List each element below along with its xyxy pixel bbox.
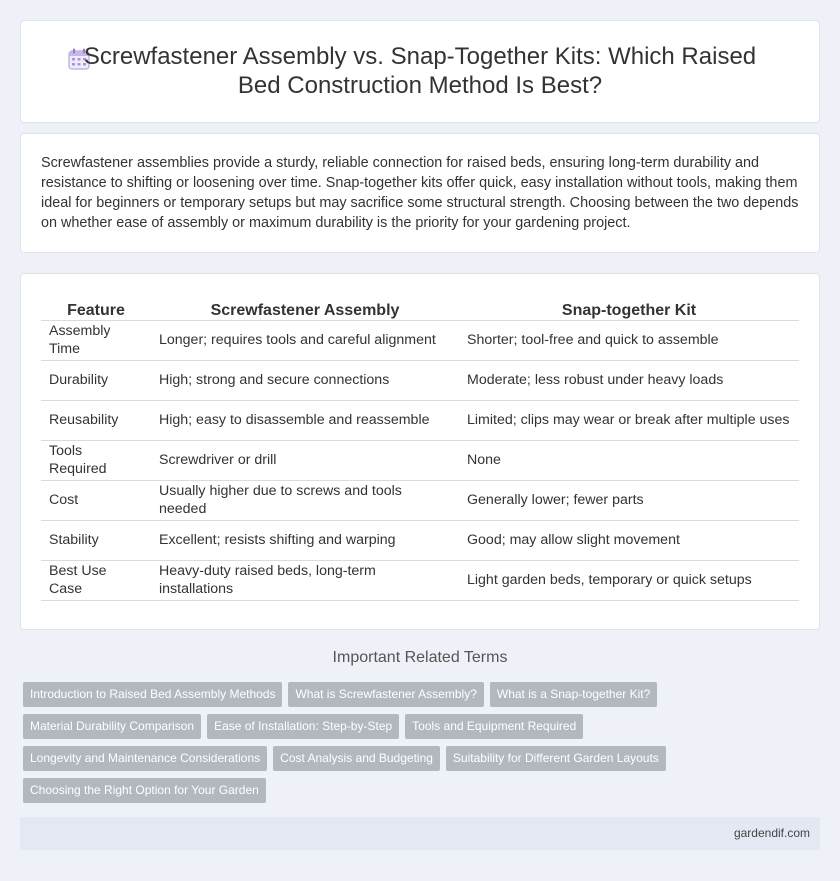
related-term-tag[interactable]: Material Durability Comparison [23,714,201,739]
table-cell-screwfastener: Excellent; resists shifting and warping [151,520,459,560]
table-row [41,520,799,560]
table-cell-feature: Cost [41,480,151,520]
related-terms-heading: Important Related Terms [332,649,508,666]
table-header-feature: Feature [41,294,151,320]
table-row [41,440,799,480]
related-term-tag[interactable]: Tools and Equipment Required [405,714,583,739]
related-term-tag[interactable]: What is a Snap-together Kit? [490,682,657,707]
table-cell-snap-together: Limited; clips may wear or break after multiple uses [459,400,799,440]
tag-row [23,682,703,714]
title-card [20,20,820,123]
table-row [41,480,799,520]
table-row [41,400,799,440]
table-cell-feature: Durability [41,360,151,400]
comparison-table-card [20,273,820,630]
intro-paragraph: Screwfastener assemblies provide a sturdy, reliable connection for raised beds, ensuring long-term durability and resistance to shifting or loosening over time. Snap-together kits offer quick, easy installation without tools, making them ideal for beginners or temporary setups but may sacrifice some structural strength. Choosing between the two depends on whether ease of assembly or maximum durability is the priority for your gardening project. [41,155,799,231]
table-cell-feature: Assembly Time [41,320,151,360]
related-term-tag[interactable]: What is Screwfastener Assembly? [288,682,483,707]
comparison-table [41,294,799,601]
tag-row [23,778,703,810]
tag-row [23,746,703,778]
table-cell-snap-together: Good; may allow slight movement [459,520,799,560]
related-term-tag[interactable]: Introduction to Raised Bed Assembly Methods [23,682,282,707]
table-cell-screwfastener: Longer; requires tools and careful alignment [151,320,459,360]
table-cell-screwfastener: High; strong and secure connections [151,360,459,400]
table-cell-snap-together: Generally lower; fewer parts [459,480,799,520]
table-cell-snap-together: None [459,440,799,480]
related-term-tag[interactable]: Cost Analysis and Budgeting [273,746,440,771]
related-term-tag[interactable]: Ease of Installation: Step-by-Step [207,714,399,739]
table-cell-feature: Reusability [41,400,151,440]
table-row [41,360,799,400]
table-header-screwfastener: Screwfastener Assembly [151,294,459,320]
table-header-row [41,294,799,320]
intro-card [20,133,820,253]
table-row [41,320,799,360]
table-cell-screwfastener: Heavy-duty raised beds, long-term installations [151,560,459,600]
table-cell-screwfastener: Screwdriver or drill [151,440,459,480]
table-cell-screwfastener: Usually higher due to screws and tools needed [151,480,459,520]
table-cell-snap-together: Light garden beds, temporary or quick setups [459,560,799,600]
related-terms-list [23,682,703,810]
tag-row [23,714,703,746]
table-cell-snap-together: Shorter; tool-free and quick to assemble [459,320,799,360]
page-title-line-2: Bed Construction Method Is Best? [237,72,603,99]
table-cell-feature: Tools Required [41,440,151,480]
footer-site-link[interactable]: gardendif.com [733,826,810,840]
table-header-snap-together: Snap-together Kit [459,294,799,320]
table-row [41,560,799,600]
table-cell-snap-together: Moderate; less robust under heavy loads [459,360,799,400]
table-cell-screwfastener: High; easy to disassemble and reassemble [151,400,459,440]
page-title [21,42,819,100]
related-term-tag[interactable]: Suitability for Different Garden Layouts [446,746,666,771]
table-cell-feature: Stability [41,520,151,560]
page-title-line-1: Screwfastener Assembly vs. Snap-Together Kits: Which Raised [83,43,757,70]
related-term-tag[interactable]: Longevity and Maintenance Considerations [23,746,267,771]
footer-bar [20,817,820,850]
table-cell-feature: Best Use Case [41,560,151,600]
related-term-tag[interactable]: Choosing the Right Option for Your Garden [23,778,266,803]
